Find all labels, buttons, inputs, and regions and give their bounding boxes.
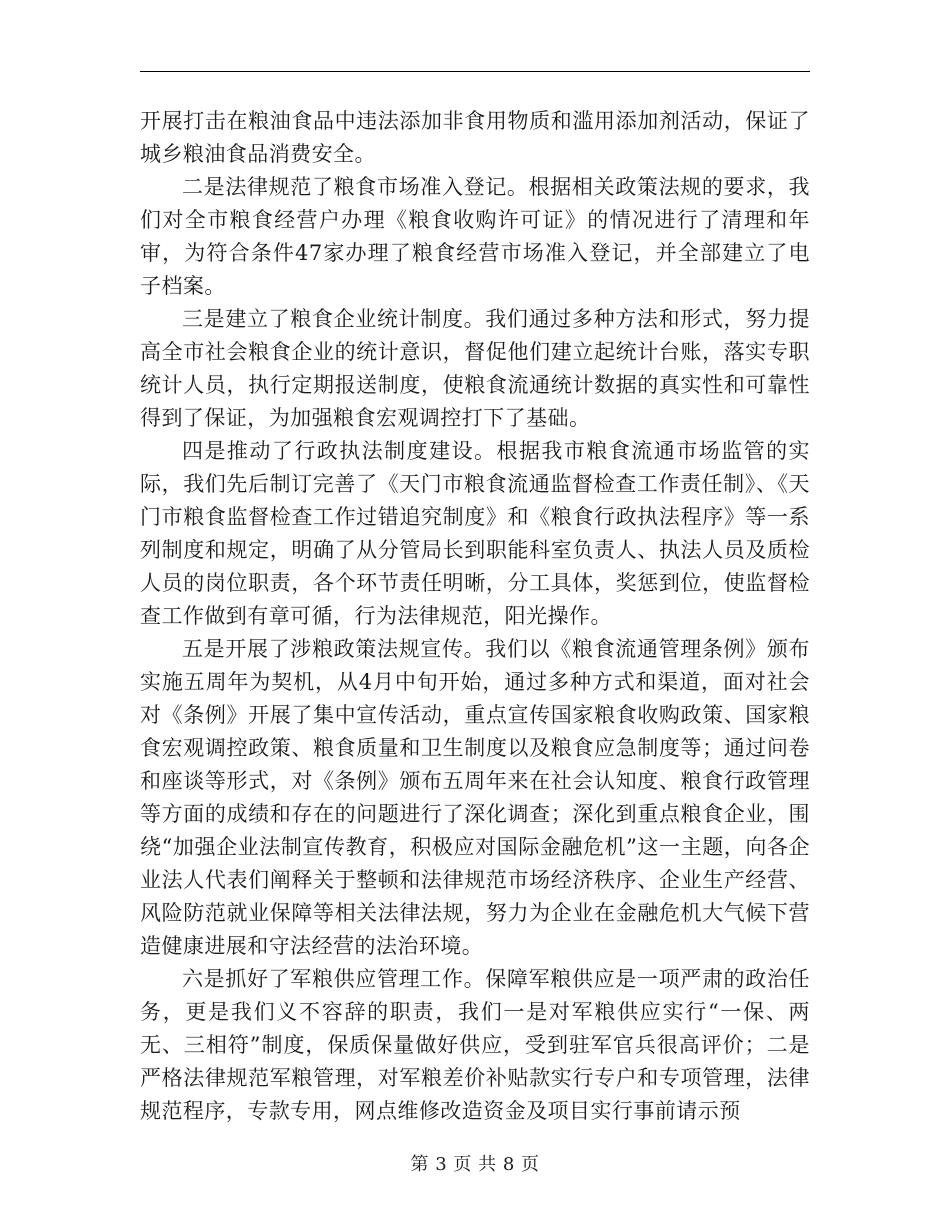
paragraph-policy-publicity: 五是开展了涉粮政策法规宣传。我们以《粮食流通管理条例》颁布实施五周年为契机，从4月中旬开始，通过多种方式和渠道，面对社会对《条例》开展了集中宣传活动，重点宣传国家粮食收购政策、国家粮食宏观调控政策、粮食质量和卫生制度以及粮食应急制度等；通过问卷和座谈等形式，对《条例》颁布五周年来在社会认知度、粮食行政管理等方面的成绩和存在的问题进行了深化调查；深化到重点粮食企业，围绕“加强企业法制宣传教育，积极应对国际金融危机”这一主题，向各企业法人代表们阐释关于整顿和法律规范市场经济秩序、企业生产经营、风险防范就业保障等相关法律法规，努力为企业在金融危机大气候下营造健康进展和守法经营的法治环境。 [140, 637, 810, 958]
paragraph-military-grain-supply: 六是抓好了军粮供应管理工作。保障军粮供应是一项严肃的政治任务，更是我们义不容辞的职责，我们一是对军粮供应实行“一保、两无、三相符”制度，保质保量做好供应，受到驻军官兵很高评价；二是严格法律规范军粮管理，对军粮差价补贴款实行专户和专项管理，法律规范程序，专款专用，网点维修改造资金及项目实行事前请示预 [140, 967, 810, 1123]
page-footer [0, 1150, 950, 1176]
paragraph-grain-market-registration: 二是法律规范了粮食市场准入登记。根据相关政策法规的要求，我们对全市粮食经营户办理《粮食收购许可证》的情况进行了清理和年审，为符合条件47家办理了粮食经营市场准入登记，并全部建立了电子档案。 [140, 175, 810, 298]
document-body [140, 105, 810, 1128]
paragraph-continuation: 开展打击在粮油食品中违法添加非食用物质和滥用添加剂活动，保证了城乡粮油食品消费安全。 [140, 109, 810, 166]
page-number: 第 3 页 共 8 页 [410, 1154, 540, 1175]
paragraph-statistics-system: 三是建立了粮食企业统计制度。我们通过多种方法和形式，努力提高全市社会粮食企业的统计意识，督促他们建立起统计台账，落实专职统计人员，执行定期报送制度，使粮食流通统计数据的真实性和可靠性得到了保证，为加强粮食宏观调控打下了基础。 [140, 307, 810, 430]
header-rule [140, 71, 810, 72]
paragraph-law-enforcement-system: 四是推动了行政执法制度建设。根据我市粮食流通市场监管的实际，我们先后制订完善了《天门市粮食流通监督检查工作责任制》、《天门市粮食监督检查工作过错追究制度》和《粮食行政执法程序》等一系列制度和规定，明确了从分管局长到职能科室负责人、执法人员及质检人员的岗位职责，各个环节责任明晰，分工具体，奖惩到位，使监督检查工作做到有章可循，行为法律规范，阳光操作。 [140, 439, 810, 628]
